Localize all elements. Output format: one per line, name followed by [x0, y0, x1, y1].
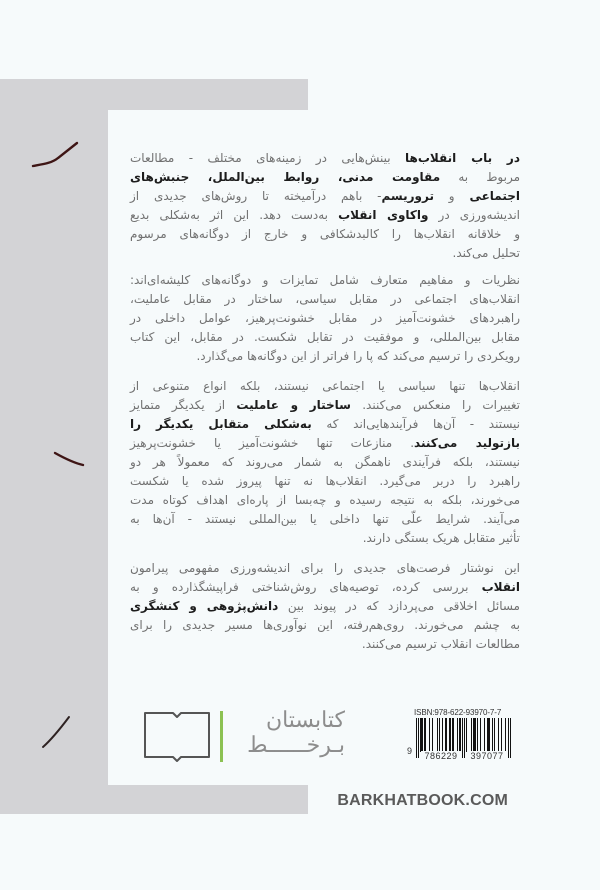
- text-run: - باهم درآمیخته تا روش‌های جدیدی از: [130, 189, 382, 203]
- bold-phrase: واکاوی انقلاب: [338, 208, 429, 222]
- text-line: [130, 491, 520, 510]
- text-line: [130, 347, 520, 366]
- text-line: [130, 328, 520, 347]
- text-line: [130, 290, 520, 309]
- text-line: [130, 149, 520, 168]
- text-run: انقلاب‌های اجتماعی در مقابل سیاسی، ساختار در مقابل عاملیت،: [130, 292, 520, 306]
- text-run: تحلیل می‌کند.: [452, 246, 520, 260]
- text-run: مطالعات انقلاب ترسیم می‌کنند.: [361, 637, 520, 651]
- text-line: [130, 597, 520, 616]
- text-run: بینش‌هایی در زمینه‌های مختلف - مطالعات: [130, 151, 406, 165]
- text-line: [130, 415, 520, 434]
- text-run: این نوشتار فرصت‌های جدیدی را برای اندیشه‌ورزی مفهومی پیرامون: [130, 561, 520, 575]
- bold-phrase: انقلاب: [481, 580, 520, 594]
- text-line: [130, 578, 520, 597]
- text-run: به چشم می‌خورند. روی‌هم‌رفته، این نوآوری‌ها مسیر جدیدی را برای: [130, 618, 520, 632]
- text-run: مربوط به: [440, 170, 520, 184]
- text-run: نظریات و مفاهیم متعارف شامل تمایزات و دوگانه‌های کلیشه‌ای‌اند:: [130, 273, 520, 287]
- open-book-icon: [143, 710, 211, 762]
- logo-divider: [220, 711, 223, 762]
- text-line: [130, 225, 520, 244]
- text-run: . منازعات تنها خشونت‌آمیز یا خشونت‌پرهیز: [130, 436, 415, 450]
- paragraph-1: [130, 149, 520, 263]
- text-line: [130, 559, 520, 578]
- text-run: بررسی کرده، توصیه‌های روش‌شناختی فراپیشگذارده و به: [130, 580, 482, 594]
- text-line: [130, 453, 520, 472]
- bold-phrase: بازتولید می‌کنند: [414, 436, 520, 450]
- barcode-left-digits: 786229: [421, 751, 461, 761]
- text-line: [130, 271, 520, 290]
- logo-name: کتابستان: [265, 708, 345, 733]
- text-line: [130, 616, 520, 635]
- text-line: [130, 510, 520, 529]
- bold-phrase: به‌شکلی متقابل یکدیگر را: [130, 417, 312, 431]
- text-run: تأثیر متقابل هریک بستگی دارند.: [362, 531, 520, 545]
- bold-phrase: در باب انقلاب‌ها: [405, 151, 520, 165]
- text-line: [130, 472, 520, 491]
- text-run: و: [433, 189, 470, 203]
- text-line: [130, 187, 520, 206]
- text-line: [130, 168, 520, 187]
- text-line: [130, 206, 520, 225]
- bold-phrase: تروریسم: [381, 189, 434, 203]
- paragraph-3: [130, 377, 520, 548]
- text-run: و خلاقانه انقلاب‌ها را کالبدشکافی و خارج از دوگانه‌های مرسوم: [130, 227, 520, 241]
- text-line: [130, 529, 520, 548]
- text-run: مقابل بین‌المللی، و موفقیت در تقابل شکست. در مقابل، این کتاب: [130, 330, 520, 344]
- text-line: [130, 244, 520, 263]
- text-run: نیستند - آن‌ها فرآیندهایی‌اند که: [311, 417, 520, 431]
- publisher-website: BARKHATBOOK.COM: [337, 792, 508, 809]
- text-line: [130, 377, 520, 396]
- text-line: [130, 434, 520, 453]
- text-run: تغییرات را منعکس می‌کنند.: [350, 398, 521, 412]
- bold-phrase: دانش‌پژوهی و کنشگری: [130, 599, 279, 613]
- text-line: [130, 635, 520, 654]
- text-line: [130, 396, 520, 415]
- isbn-barcode: [405, 708, 515, 764]
- text-run: مسائل اخلاقی می‌پردازد که در پیوند بین: [278, 599, 520, 613]
- text-run: از یکدیگر متمایز: [130, 398, 237, 412]
- bold-phrase: اجتماعی: [469, 189, 520, 203]
- bold-phrase: ساختار و عاملیت: [236, 398, 351, 412]
- text-run: به‌دست دهد. این اثر به‌شکلی بدیع: [130, 208, 339, 222]
- text-run: اندیشه‌ورزی در: [428, 208, 521, 222]
- bold-phrase: مقاومت مدنی، روابط بین‌الملل، جنبش‌های: [130, 170, 441, 184]
- text-run: نیستند، بلکه فرآیندی ناهمگن به شمار می‌روند که معمولاً هر دو: [130, 455, 520, 469]
- text-line: [130, 309, 520, 328]
- logo-tagline: بـرخــــــط: [247, 733, 345, 758]
- logo-wordmark: [233, 708, 345, 758]
- text-run: راهبردهای خشونت‌آمیز در مقابل خشونت‌پرهیز، عوامل داخلی در: [130, 311, 520, 325]
- paragraph-4: [130, 559, 520, 654]
- barcode-first-digit: 9: [407, 746, 413, 756]
- paragraph-2: [130, 271, 520, 366]
- isbn-label: ISBN:978-622-93970-7-7: [414, 708, 502, 717]
- text-run: می‌آیند. شرایط علّی تنها داخلی یا بین‌المللی نیستند - آن‌ها به: [130, 512, 520, 526]
- publisher-logo: [143, 708, 353, 766]
- text-run: راهبرد را دربر می‌گیرد. انقلاب‌ها نه تنها پیروز شده یا شکست: [130, 474, 520, 488]
- text-run: می‌خورند، بلکه به نتیجه رسیده و چه‌بسا از پاره‌ای اهداف کوتاه مدت: [130, 493, 520, 507]
- barcode-right-digits: 397077: [467, 751, 507, 761]
- text-run: رویکردی را ترسیم می‌کند که پا را فراتر از این دوگانه‌ها می‌گذارد.: [196, 349, 520, 363]
- text-run: انقلاب‌ها تنها سیاسی یا اجتماعی نیستند، بلکه انواع متنوعی از: [130, 379, 520, 393]
